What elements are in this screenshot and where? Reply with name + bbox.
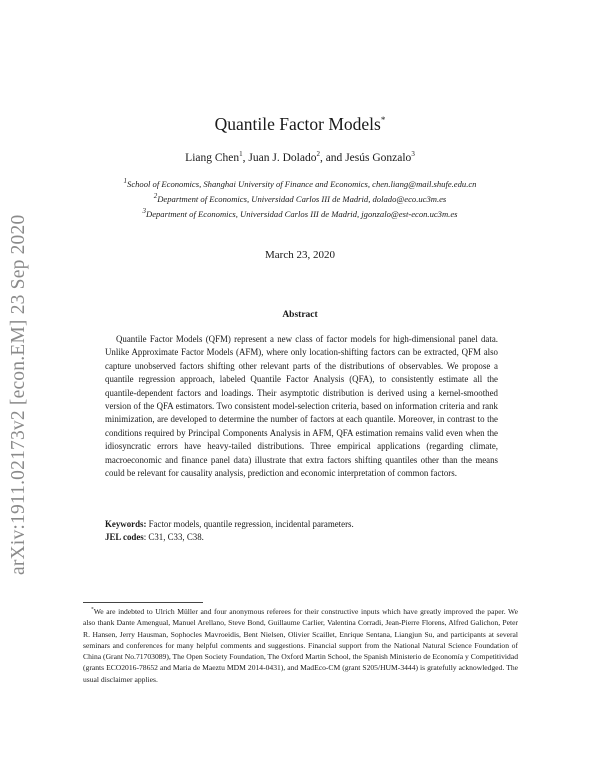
footnote-mark: * — [91, 606, 94, 613]
author-separator: , and — [319, 152, 346, 164]
affiliation-mark: 2 — [153, 192, 158, 201]
author-affil-mark: 3 — [411, 150, 415, 159]
paper-date: March 23, 2020 — [265, 249, 335, 261]
author-affil-mark: 1 — [239, 150, 243, 159]
keywords-line — [105, 518, 498, 531]
author-name: Juan J. Dolado — [248, 152, 317, 164]
author-separator: , — [242, 152, 249, 164]
keywords-colon: : — [143, 519, 147, 529]
affiliation-mark: 1 — [123, 177, 128, 186]
affiliation-text: School of Economics, Shanghai University of Finance and Economics, chen.liang@mail.shufe.edu.cn — [127, 179, 477, 189]
footnote-text: We are indebted to Ulrich Müller and four anonymous referees for their constructive inputs which have greatly improved the paper. We also thank Dante Amengual, Manuel Arellano, Steve Bond, Guillaume Carlier, Valentina Corradi, Jean-Pierre Florens, Alfred Galichon, Peter R. Hansen, Jerry Hausman, Sophocles Mavroeidis, Bent Nielsen, Olivier Scaillet, Enrique Sentana, Liangjun Su, and participants at several seminars and conferences for many helpful comments and suggestions. Financial support from the National Natural Science Foundation of China (Grant No.71703089), The Open Society Foundation, The Oxford Martin School, the Spanish Ministerio de Economía y Competitividad (grants ECO2016-78652 and Maria de Maeztu MDM 2014-0431), and MadEco-CM (grant S205/HUM-3444) is gratefully acknowledged. The usual disclaimer applies. — [83, 607, 518, 684]
affiliation-list — [0, 177, 600, 222]
abstract-heading: Abstract — [282, 310, 318, 320]
jel-line: JEL codes: C31, C33, C38. — [105, 532, 204, 543]
title-text: Quantile Factor Models — [214, 114, 381, 134]
paper-title — [0, 114, 600, 135]
author-name: Jesús Gonzalo — [345, 152, 412, 164]
footnote — [83, 606, 518, 685]
author-name: Liang Chen — [185, 152, 240, 164]
affiliation-mark: 3 — [142, 207, 146, 216]
arxiv-identifier-stamp: arXiv:1911.02173v2 [econ.EM] 23 Sep 2020 — [8, 214, 29, 575]
affiliation-line — [0, 207, 600, 222]
author-list — [0, 152, 600, 164]
affiliation-line — [0, 192, 600, 207]
footnote-divider — [83, 602, 203, 603]
keywords-text: Factor models, quantile regression, incidental parameters. — [148, 519, 354, 529]
affiliation-text: Department of Economics, Universidad Carlos III de Madrid, dolado@eco.uc3m.es — [157, 194, 447, 204]
affiliation-line — [0, 177, 600, 192]
title-footnote-mark: * — [380, 115, 386, 126]
jel-label: JEL codes — [105, 532, 144, 543]
jel-text: C31, C33, C38. — [148, 532, 204, 543]
keywords-block — [105, 518, 498, 545]
abstract-text: Quantile Factor Models (QFM) represent a new class of factor models for high-dimensional panel data. Unlike Approximate Factor Models (AFM), where only location-shifting factors can be extracted, QFM also capture unobserved factors shifting other relevant parts of the distributions of observables. We propose a quantile regression approach, labeled Quantile Factor Analysis (QFA), to consistently estimate all the quantile-dependent factors and loadings. Their asymptotic distribution is derived using a kernel-smoothed version of the QFA estimators. Two consistent model-selection criteria, based on information criteria and rank minimization, are developed to determine the number of factors at each quantile. Moreover, in contrast to the conditions required by Principal Components Analysis in AFM, QFA estimation remains valid even when the idiosyncratic errors have heavy-tailed distributions. Three empirical applications (regarding climate, macroeconomic and finance panel data) illustrate that extra factors shifting quantiles other than the means could be relevant for causality analysis, prediction and economic interpretation of common factors. — [105, 334, 498, 479]
author-affil-mark: 2 — [316, 150, 320, 159]
keywords-label: Keywords — [105, 519, 144, 529]
affiliation-text: Department of Economics, Universidad Carlos III de Madrid, jgonzalo@est-econ.uc3m.es — [145, 209, 458, 219]
